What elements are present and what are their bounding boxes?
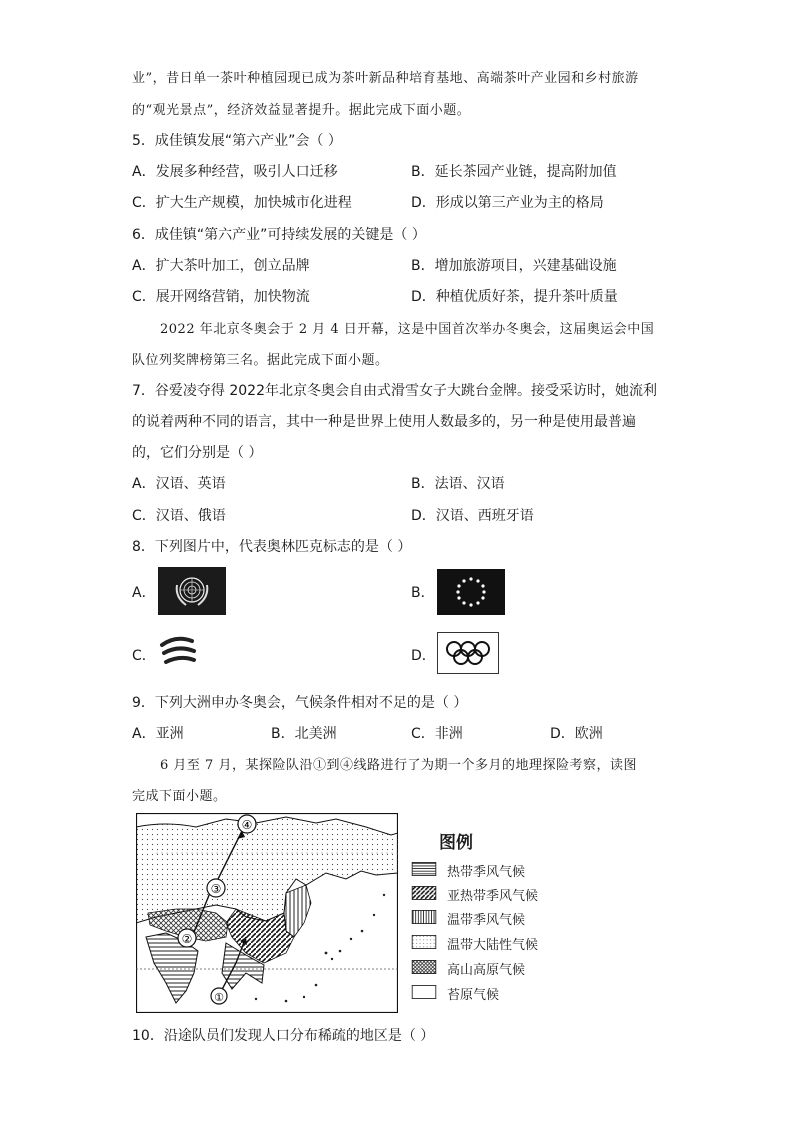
q7-option-a[interactable]: A．汉语、英语 [132, 476, 226, 492]
diagonal-lines-swatch-icon [411, 886, 437, 900]
route-marker-3: ③ [210, 882, 222, 896]
dots-swatch-icon [411, 935, 437, 949]
q7-option-d[interactable]: D．汉语、西班牙语 [411, 508, 534, 524]
route-marker-2: ② [181, 932, 193, 946]
q8-option-d[interactable]: D． [411, 648, 436, 664]
route-marker-4: ④ [241, 818, 253, 832]
passage-line: 2022 年北京冬奥会于 2 月 4 日开幕，这是中国首次举办冬奥会，这届奥运会中国 [160, 322, 655, 337]
q5-option-a[interactable]: A．发展多种经营，吸引人口迁移 [132, 164, 338, 180]
q8-option-b[interactable]: B． [411, 585, 435, 601]
q6-option-c[interactable]: C．展开网络营销，加快物流 [132, 289, 310, 305]
q5-option-d[interactable]: D．形成以第三产业为主的格局 [411, 195, 604, 211]
horizontal-lines-swatch-icon [411, 862, 437, 876]
q6-option-b[interactable]: B．增加旅游项目，兴建基础设施 [411, 258, 617, 274]
passage-line: 业”，昔日单一茶叶种植园现已成为茶叶新品种培育基地、高端茶叶产业园和乡村旅游 [132, 71, 639, 86]
passage-line: 队位列奖牌榜第三名。据此完成下面小题。 [132, 353, 389, 368]
route-marker-1: ① [214, 991, 224, 1004]
asia-climate-map [136, 813, 398, 1017]
legend-label: 亚热带季风气候 [447, 889, 539, 904]
blank-swatch-icon [411, 985, 437, 999]
q7-option-b[interactable]: B．法语、汉语 [411, 476, 505, 492]
q5-option-c[interactable]: C．扩大生产规模，加快城市化进程 [132, 195, 352, 211]
question-7-stem-cont: 的，它们分别是（ ） [132, 445, 263, 461]
question-8-stem: 8．下列图片中，代表奥林匹克标志的是（ ） [132, 539, 412, 555]
question-9-stem: 9．下列大洲申办冬奥会，气候条件相对不足的是（ ） [132, 695, 468, 711]
q8-option-a[interactable]: A． [132, 585, 156, 601]
question-7-stem-cont: 的说着两种不同的语言，其中一种是世界上使用人数最多的，另一种是使用最普遍 [132, 414, 636, 430]
q5-option-b[interactable]: B．延长茶园产业链，提高附加值 [411, 164, 617, 180]
eu-flag-image[interactable] [437, 569, 505, 619]
q9-option-a[interactable]: A．亚洲 [132, 726, 184, 742]
q6-option-d[interactable]: D．种植优质好茶，提升茶叶质量 [411, 289, 618, 305]
legend-label: 温带大陆性气候 [447, 938, 539, 953]
q8-option-c[interactable]: C． [132, 648, 156, 664]
legend-label: 热带季风气候 [447, 865, 526, 880]
wto-logo-image[interactable] [158, 633, 198, 677]
q7-option-c[interactable]: C．汉语、俄语 [132, 508, 226, 524]
question-7-stem: 7．谷爱凌夺得 2022年北京冬奥会自由式滑雪女子大跳台金牌。接受采访时，她流利 [132, 383, 657, 399]
vertical-lines-swatch-icon [411, 910, 437, 924]
legend-title: 图例 [439, 833, 473, 853]
q9-option-c[interactable]: C．非洲 [411, 726, 463, 742]
q6-option-a[interactable]: A．扩大茶叶加工，创立品牌 [132, 258, 310, 274]
question-6-stem: 6．成佳镇“第六产业”可持续发展的关键是（ ） [132, 227, 426, 243]
legend-label: 苔原气候 [447, 988, 500, 1003]
question-5-stem: 5．成佳镇发展“第六产业”会（ ） [132, 133, 342, 149]
q9-option-d[interactable]: D．欧洲 [550, 726, 603, 742]
olympic-rings-image[interactable] [437, 632, 499, 678]
q9-option-b[interactable]: B．北美洲 [271, 726, 337, 742]
un-emblem-image[interactable] [158, 567, 226, 619]
legend-label: 高山高原气候 [447, 963, 526, 978]
legend-label: 温带季风气候 [447, 913, 526, 928]
question-10-stem: 10．沿途队员们发现人口分布稀疏的地区是（ ） [132, 1028, 435, 1044]
crosshatch-swatch-icon [411, 960, 437, 974]
passage-line: 的“观光景点”，经济效益显著提升。据此完成下面小题。 [132, 103, 471, 118]
passage-line: 完成下面小题。 [132, 789, 227, 804]
passage-line: 6 月至 7 月，某探险队沿①到④线路进行了为期一个多月的地理探险考察，读图 [160, 758, 637, 773]
